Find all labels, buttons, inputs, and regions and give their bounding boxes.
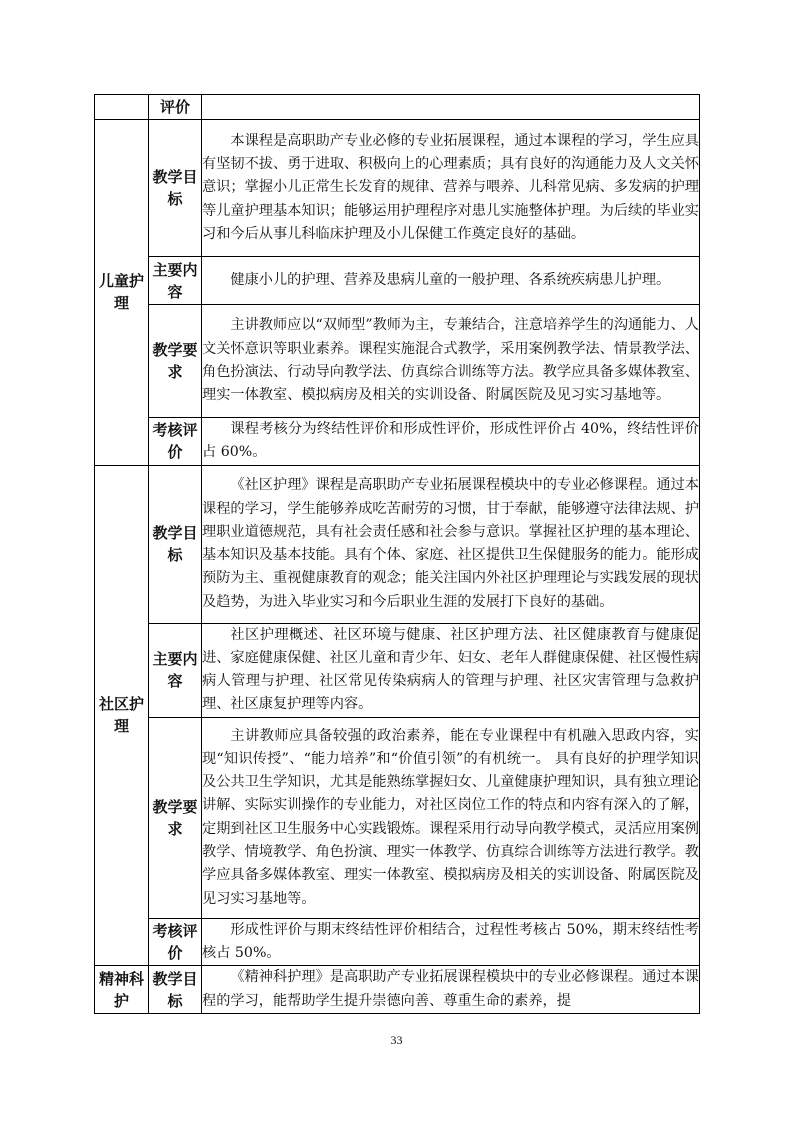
field-content — [202, 966, 700, 1014]
content-text: 社区护理概述、社区环境与健康、社区护理方法、社区健康教育与健康促进、家庭健康保健、社区儿童和青少年、妇女、老年人群健康保健、社区慢性病病人管理与护理、社区常见传染病病人的管理与护理、社区灾害管理与急救护理、社区康复护理等内容。 — [202, 626, 699, 713]
content-text: 健康小儿的护理、营养及患病儿童的一般护理、各系统疾病患儿护理。 — [230, 271, 671, 288]
field-label: 主要内容 — [149, 257, 202, 305]
course-name-cell — [95, 120, 149, 466]
field-label: 教学目标 — [149, 120, 202, 257]
content-text: 主讲教师应以“双师型”教师为主，专兼结合，注意培养学生的沟通能力、人文关怀意识等职业素养。课程实施混合式教学，采用案例教学法、情景教学法、角色扮演法、行动导向教学法、仿真综合训练等方法。教学应具备多媒体教室、理实一体教室、模拟病房及相关的实训设备、附属医院及见习实习基地等。 — [202, 317, 699, 404]
field-label: 教学目标 — [149, 966, 202, 1014]
field-content — [202, 305, 700, 418]
course-name-cell — [95, 95, 149, 120]
field-label: 教学目标 — [149, 465, 202, 623]
table-row — [95, 966, 700, 1014]
field-label: 考核评价 — [149, 418, 202, 466]
field-content — [202, 418, 700, 466]
table-row — [95, 418, 700, 466]
course-name-cell — [95, 465, 149, 966]
field-content — [202, 623, 700, 717]
content-text: 本课程是高职助产专业必修的专业拓展课程，通过本课程的学习，学生应具有坚韧不拔、勇于进取、积极向上的心理素质；具有良好的沟通能力及人文关怀意识；掌握小儿正常生长发育的规律、营养与喂养、儿科常见病、多发病的护理等儿童护理基本知识；能够运用护理程序对患儿实施整体护理。为后续的毕业实习和今后从事儿科临床护理及小儿保健工作奠定良好的基础。 — [202, 132, 699, 242]
field-content — [202, 257, 700, 305]
table-row — [95, 918, 700, 966]
field-content — [202, 465, 700, 623]
table-row — [95, 465, 700, 623]
course-name: 儿童护理 — [98, 272, 144, 313]
table-row — [95, 623, 700, 717]
course-name-cell — [95, 966, 149, 1014]
content-text: 《精神科护理》是高职助产专业拓展课程模块中的专业必修课程。通过本课程的学习，能帮助学生提升崇德向善、尊重生命的素养，提 — [202, 969, 699, 1009]
field-label: 评价 — [149, 95, 202, 120]
content-text: 主讲教师应具备较强的政治素养，能在专业课程中有机融入思政内容，实现“知识传授”、“能力培养”和“价值引领”的有机统一。 具有良好的护理学知识及公共卫生学知识，尤其是能熟练掌握妇女、儿童健康护理知识，具有独立理论讲解、实际实训操作的专业能力，对社区岗位工作的特点和内容有深入的了解，定期到社区卫生服务中心实践锻炼。课程采用行动导向教学模式，灵活应用案例教学、情境教学、角色扮演、理实一体教学、仿真综合训练等方法进行教学。教学应具备多媒体教室、理实一体教室、模拟病房及相关的实训设备、附属医院及见习实习基地等。 — [202, 727, 699, 907]
field-content — [202, 120, 700, 257]
field-label: 考核评价 — [149, 918, 202, 966]
content-text: 课程考核分为终结性评价和形成性评价，形成性评价占 40%，终结性评价占 60%。 — [202, 421, 699, 461]
field-label: 教学要求 — [149, 305, 202, 418]
course-name: 社区护理 — [98, 695, 144, 736]
page-number: 33 — [390, 1033, 403, 1047]
field-content — [202, 717, 700, 918]
course-table — [94, 94, 700, 1014]
table-row — [95, 305, 700, 418]
field-label: 教学要求 — [149, 717, 202, 918]
table-row — [95, 257, 700, 305]
field-content — [202, 95, 700, 120]
content-text: 形成性评价与期末终结性评价相结合，过程性考核占 50%，期末终结性考核占 50%。 — [202, 921, 699, 962]
field-content — [202, 918, 700, 966]
table-row — [95, 717, 700, 918]
table-row — [95, 95, 700, 120]
table-row — [95, 120, 700, 257]
course-name: 精神科护 — [98, 969, 144, 1010]
field-label: 主要内容 — [149, 623, 202, 717]
content-text: 《社区护理》课程是高职助产专业拓展课程模块中的专业必修课程。通过本课程的学习，学生能够养成吃苦耐劳的习惯，甘于奉献，能够遵守法律法规、护理职业道德规范，具有社会责任感和社会参与意识。掌握社区护理的基本理论、基本知识及基本技能。具有个体、家庭、社区提供卫生保健服务的能力。能形成预防为主、重视健康教育的观念；能关注国内外社区护理理论与实践发展的现状及趋势，为进入毕业实习和今后职业生涯的发展打下良好的基础。 — [202, 477, 699, 610]
